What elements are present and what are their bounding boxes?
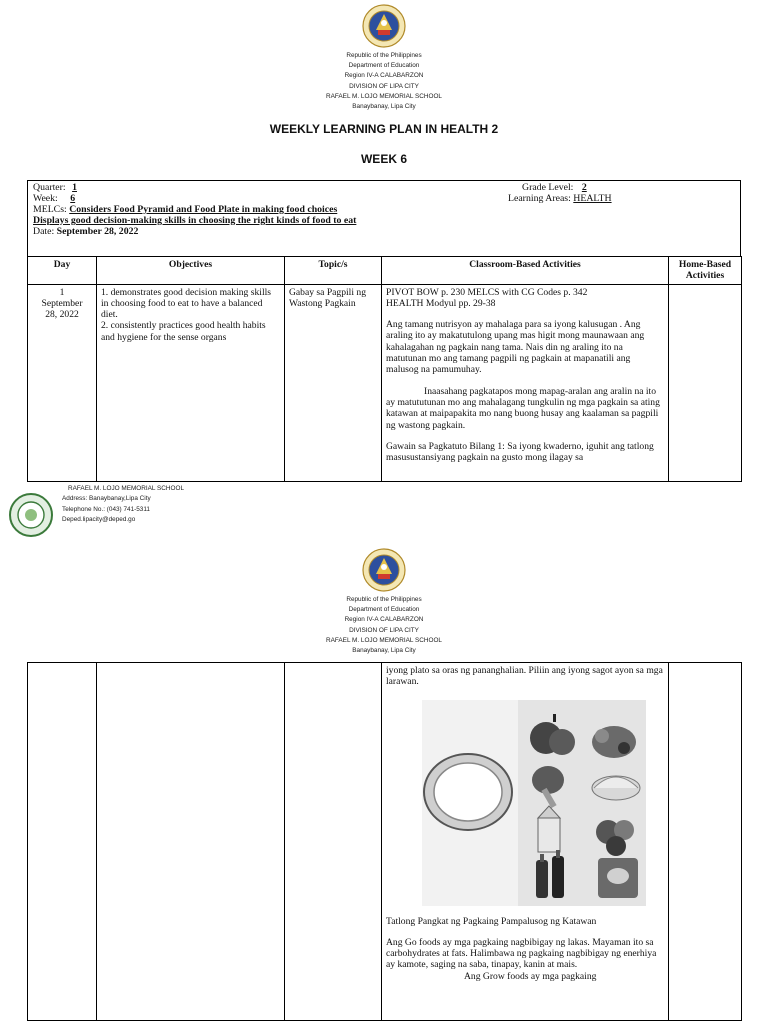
area-row xyxy=(508,194,612,205)
letterhead-line: RAFAEL M. LOJO MEMORIAL SCHOOL xyxy=(325,92,442,100)
deped-seal-icon xyxy=(362,548,406,592)
area-label: Learning Areas: xyxy=(508,193,571,204)
melcs-1: Considers Food Pyramid and Food Plate in making food choices xyxy=(69,204,338,215)
week-value: 6 xyxy=(70,193,76,204)
letterhead-line: Banaybanay, Lipa City xyxy=(352,103,416,111)
week-row xyxy=(33,194,77,205)
objective-item: 1. demonstrates good decision making skills in choosing food to eat to have a balanced diet. xyxy=(101,286,272,321)
activity-reference: HEALTH Modyul pp. 29-38 xyxy=(386,297,496,309)
topic-cell xyxy=(285,663,382,1021)
date-row xyxy=(33,227,138,238)
footer-line: Deped.lipacity@deped.go xyxy=(62,516,136,524)
table-header-row xyxy=(28,257,742,285)
school-logo-icon xyxy=(8,492,54,538)
day-number: 1 xyxy=(59,286,65,298)
melcs-row-2 xyxy=(33,216,356,227)
week-label: Week: xyxy=(33,193,58,204)
header-objectives: Objectives xyxy=(97,257,285,285)
grade-value: 2 xyxy=(581,182,587,193)
activity-paragraph: Ang Go foods ay mga pagkaing nagbibigay ng lakas. Mayaman ito sa carbohydrates at fats. Halimbawa ng pagkaing nagbibigay ng enerhiya ay kamote, saging na saba, tinapay, kanin at mais. xyxy=(386,936,657,971)
quarter-label: Quarter: xyxy=(33,182,66,193)
quarter-value: 1 xyxy=(72,182,77,193)
activity-reference: PIVOT BOW p. 230 MELCS with CG Codes p. 342 xyxy=(386,286,588,298)
header-home-activities: Home-Based Activities xyxy=(669,257,742,285)
day-month: September xyxy=(41,297,83,309)
header-classroom-activities: Classroom-Based Activities xyxy=(382,257,669,285)
melcs-label: MELCs: xyxy=(33,204,67,215)
letterhead xyxy=(0,4,768,112)
header-topics: Topic/s xyxy=(285,257,382,285)
letterhead-page-2 xyxy=(0,548,768,656)
table-row xyxy=(28,663,742,1021)
school-footer xyxy=(6,484,306,536)
topic-cell: Gabay sa Pagpili ng Wastong Pagkain xyxy=(285,284,382,481)
footer-line: RAFAEL M. LOJO MEMORIAL SCHOOL xyxy=(68,485,185,492)
plan-info-box xyxy=(27,180,741,256)
home-activities-cell xyxy=(669,663,742,1021)
deped-seal-icon xyxy=(362,4,406,48)
day-cell xyxy=(28,284,97,481)
melcs-2: Displays good decision-making skills in choosing the right kinds of food to eat xyxy=(33,215,357,226)
activity-paragraph: Gawain sa Pagkatuto Bilang 1: Sa iyong kwaderno, iguhit ang tatlong masusustansiyang pagkain na gusto mong ilagay sa xyxy=(386,440,654,464)
rice-icon xyxy=(592,776,640,800)
letterhead-line: Region IV-A CALABARZON xyxy=(344,616,424,624)
activity-paragraph: Ang Grow foods ay mga pagkaing xyxy=(464,970,597,982)
melcs-row xyxy=(33,205,337,216)
day-date: 28, 2022 xyxy=(45,309,79,321)
activities-cell xyxy=(382,284,669,481)
home-activities-cell xyxy=(669,284,742,481)
date-value: September 28, 2022 xyxy=(56,226,139,237)
letterhead-line: RAFAEL M. LOJO MEMORIAL SCHOOL xyxy=(325,636,442,644)
letterhead-line: Region IV-A CALABARZON xyxy=(344,72,424,80)
week-heading: WEEK 6 xyxy=(360,152,407,166)
letterhead-line: Banaybanay, Lipa City xyxy=(352,647,416,655)
area-value: HEALTH xyxy=(573,193,612,204)
plan-table xyxy=(27,256,742,482)
letterhead-line: Department of Education xyxy=(348,606,420,614)
letterhead-line: Republic of the Philippines xyxy=(346,52,422,59)
letterhead-line: DIVISION OF LIPA CITY xyxy=(349,82,419,90)
page-title: WEEKLY LEARNING PLAN IN HEALTH 2 xyxy=(269,122,499,136)
vegetables-icon xyxy=(592,726,636,758)
objective-item: 2. consistently practices good health habits and hygiene for the sense organs xyxy=(101,320,266,343)
letterhead-line: Republic of the Philippines xyxy=(346,596,422,603)
date-label: Date: xyxy=(33,226,55,237)
section-heading: Tatlong Pangkat ng Pagkaing Pampalusog ng Katawan xyxy=(386,915,597,927)
chips-icon xyxy=(598,858,638,898)
activity-paragraph: iyong plato sa oras ng pananghalian. Piliin ang iyong sagot ayon sa mga larawan. xyxy=(386,665,663,688)
footer-line: Address: Banaybanay,Lipa City xyxy=(62,495,151,503)
plate-icon xyxy=(424,754,512,830)
quarter-row xyxy=(33,183,91,194)
grade-row xyxy=(522,183,589,194)
objectives-cell xyxy=(97,663,285,1021)
letterhead-line: DIVISION OF LIPA CITY xyxy=(349,626,419,634)
table-row xyxy=(28,284,742,481)
activities-cell xyxy=(382,663,669,1021)
letterhead-line: Department of Education xyxy=(348,62,420,70)
objectives-cell xyxy=(97,284,285,481)
grade-label: Grade Level: xyxy=(522,182,574,193)
plan-table-continued xyxy=(27,662,742,1021)
day-cell xyxy=(28,663,97,1021)
activity-paragraph: Inaasahang pagkatapos mong mapag-aralan ang aralin na ito ay matututunan mo ang mahalagang tungkulin ng mga pagkain sa ating katawan at maipapakita mo nang buong husay ang kaalaman sa pagpili ng wastong pagkain. xyxy=(386,385,660,431)
activity-paragraph: Ang tamang nutrisyon ay mahalaga para sa iyong kalusugan . Ang araling ito ay makatutulong upang mas higit mong maunawaan ang kahalagahan ng pagkain nang tama. Nais din ng araling ito na matutunan mo ang tamang pagpili ng pagkain at mapanatili ang malusog na pamumuhay. xyxy=(386,319,645,376)
food-plate-illustration xyxy=(422,700,646,906)
footer-line: Telephone No.: (043) 741-5311 xyxy=(62,505,150,513)
header-day: Day xyxy=(28,257,97,285)
